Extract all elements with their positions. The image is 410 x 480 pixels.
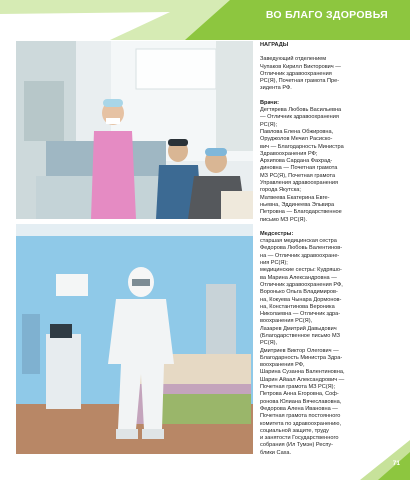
doctors-heading: Врачи:	[260, 99, 279, 106]
awards-text	[260, 42, 392, 464]
page-corner-accent	[360, 440, 410, 480]
photo-ward-doctors	[16, 41, 253, 219]
section-title: ВО БЛАГО ЗДОРОВЬЯ	[265, 9, 388, 21]
nurses-heading: Медсестры:	[260, 230, 294, 237]
nurses-text: старшая медицинская сестра Федорова Любовь Валентинов- на — Отличник здравоохране- ния РС(Я); медицинские сестры: Кудряшо- ва Марина Александровна — Отличник здравоохранения РФ, Воронько Ольга Владимиров- на, Кокуева Чынара Дормонов- на, Константинова Вероника Николаевна — Отличник здра- воохранения РС(Я), Лазарев Дмитрий Давыдович (Благодарственное письмо МЗ РС(Я), Дмитриев Виктор Олегович — Благодарность Министра Здра- воохранения РФ, Шарина Сузанна Валентиновна, Шарин Айаал Александрович — Почетная грамота МЗ РС(Я); Петрова Анна Егоровна, Соф- ронова Юлиана Вячеславовна, Федорова Алена Ивановна — Почетная грамота постоянного комитета по здравоохранению, социальной защите, труду и занятости Государственного собрания (Ил Тумэн) Респу- блики Саха.	[260, 238, 345, 456]
awards-heading: НАГРАДЫ	[260, 42, 289, 48]
doctors-text: Дегтярева Любовь Васильевна — Отличник здравоохранения РС(Я); Павлова Елена Обжировна, Оруджолов Мечил Расиско- вич — Благодарность Министра Здравоохранения РФ; Архипова Сардана Фахрад- диновна — Почетная грамота МЗ РС(Я), Почетная грамота Управления здравоохранения города Якутска; Матвеева Екатерина Евге- ньевна, Эддинеева Эльвира Петровна — Благодарственное письмо МЗ РС(Я).	[260, 107, 344, 223]
head-of-dept-text: Заведующий отделением Чупаков Кирилл Викторович — Отличник здравоохранения РС(Я), Почетная грамота Пре- зидента РФ.	[260, 56, 341, 92]
photo-icu-protective-suit	[16, 224, 253, 454]
page-number: 71	[392, 460, 400, 467]
